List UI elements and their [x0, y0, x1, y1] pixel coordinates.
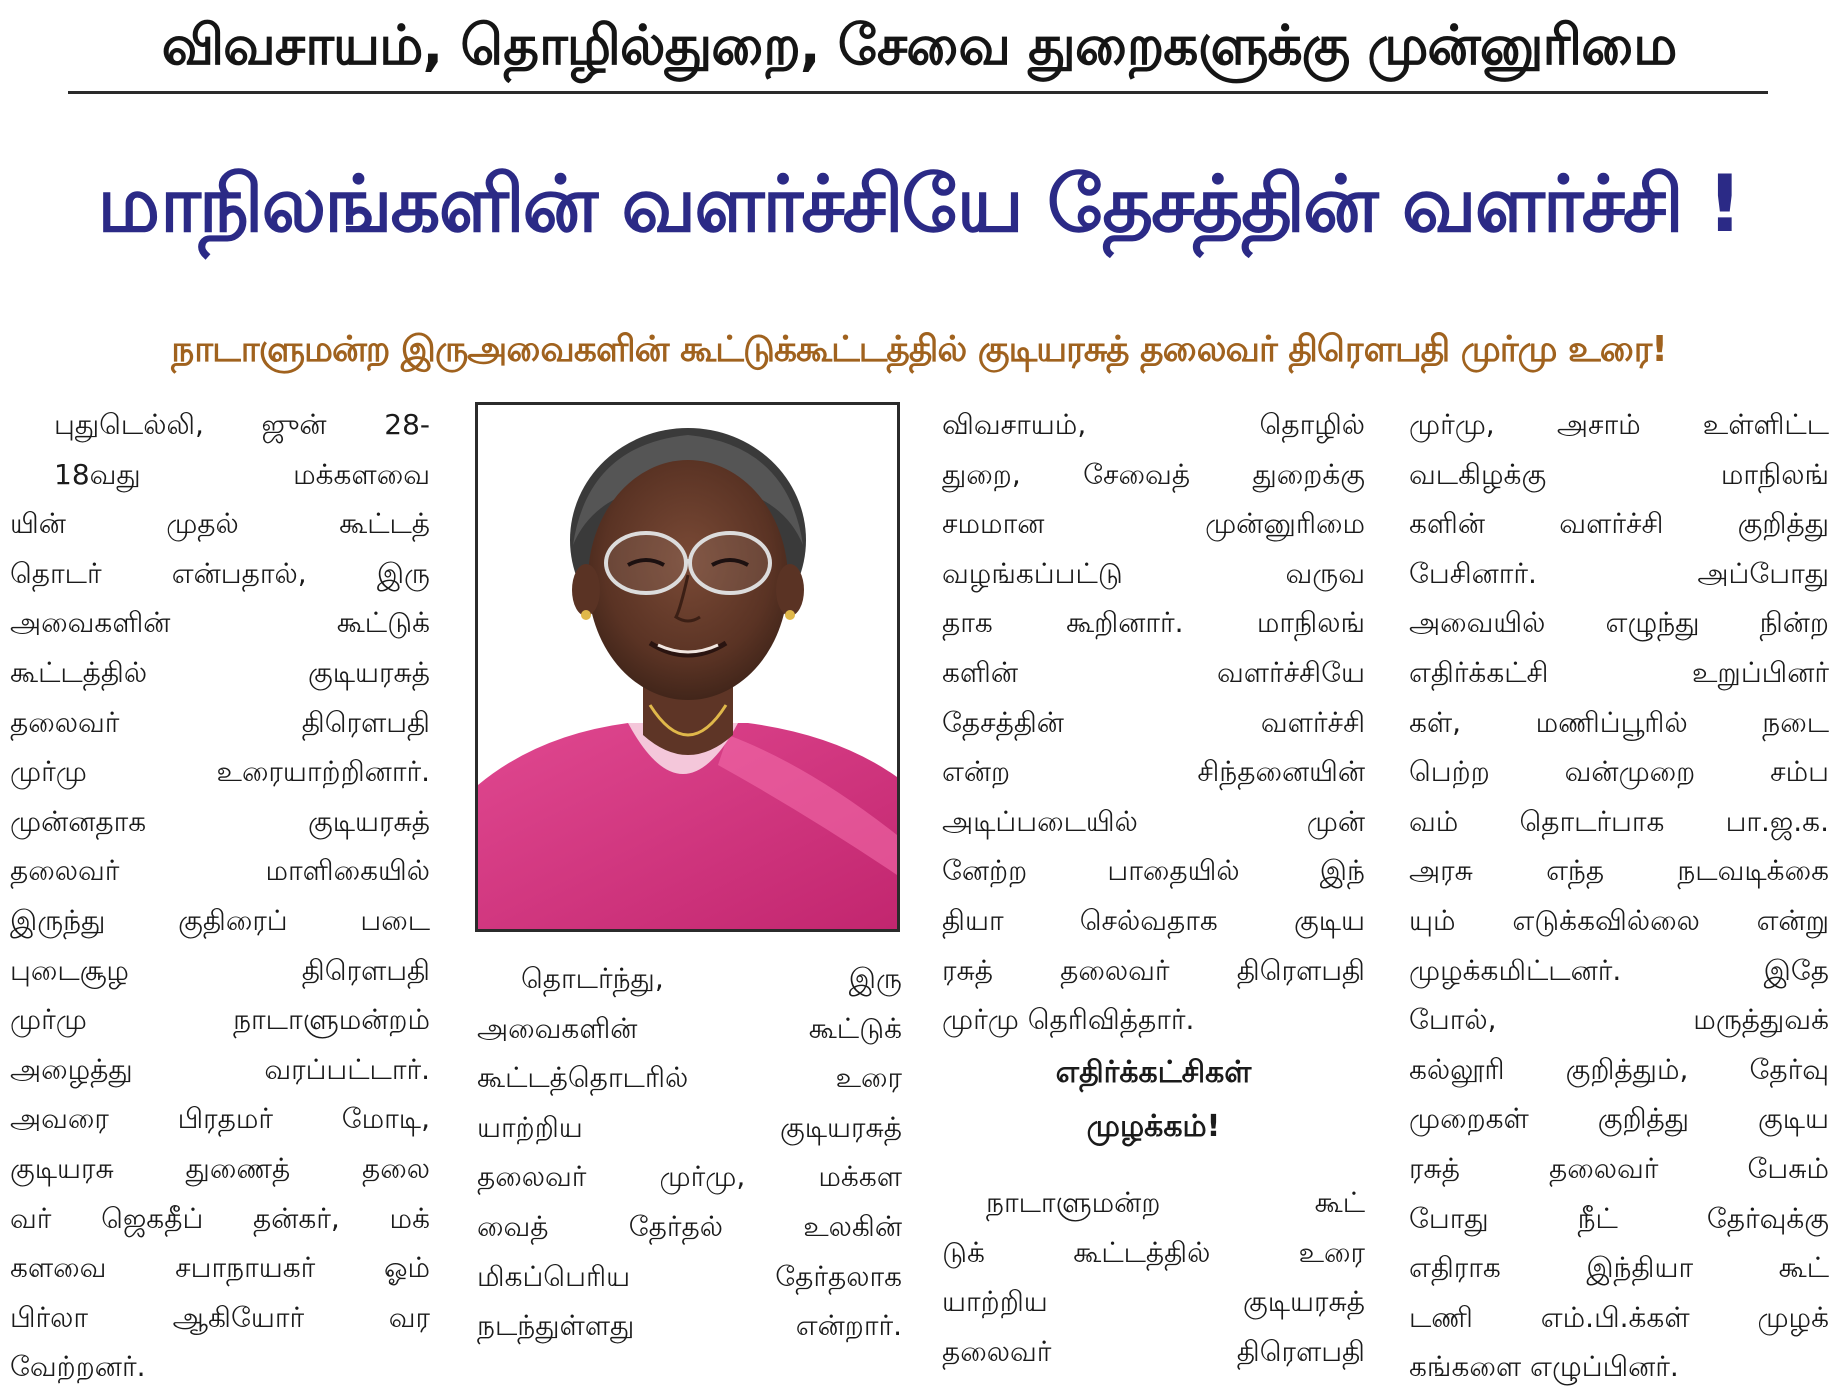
text-line: குடியரசு துணைத் தலை [10, 1151, 430, 1185]
text-line: யும் எடுக்கவில்லை என்று [1409, 903, 1829, 937]
text-line: முறைகள் குறித்து குடிய [1409, 1102, 1829, 1136]
text-line: முன்னதாக குடியரசுத் [10, 804, 430, 838]
portrait-photo [475, 402, 900, 932]
text-line: தேசத்தின் வளர்ச்சி [942, 705, 1365, 739]
text-line: எதிர்க்கட்சி உறுப்பினர் [1409, 655, 1829, 689]
article-column-2 [477, 954, 902, 1351]
text-line: வேற்றனர். [10, 1350, 146, 1384]
text-line: கூட்டத்தில் குடியரசுத் [10, 655, 430, 689]
text-line: விவசாயம், தொழில் [942, 408, 1365, 441]
text-line: தலைவர் மாளிகையில் [10, 854, 430, 888]
subheading-line: எதிர்க்கட்சிகள் [1055, 1055, 1252, 1090]
text-line: அவரை பிரதமர் மோடி, [10, 1102, 430, 1136]
text-line: களின் வளர்ச்சி குறித்து [1409, 507, 1829, 541]
text-line: தாக கூறினார். மாநிலங் [942, 606, 1365, 640]
text-line: வர் ஜெகதீப் தன்கர், மக் [10, 1201, 430, 1235]
text-line: கல்லூரி குறித்தும், தேர்வு [1409, 1052, 1829, 1086]
main-headline: மாநிலங்களின் வளர்ச்சியே தேசத்தின் வளர்ச்சி ! [97, 160, 1741, 250]
text-line: எதிராக இந்தியா கூட் [1409, 1251, 1829, 1285]
text-line: மிகப்பெரிய தேர்தலாக [477, 1259, 902, 1293]
text-line: முர்மு நாடாளுமன்றம் [10, 1003, 430, 1037]
text-line: கள், மணிப்பூரில் நடை [1409, 705, 1829, 739]
text-line: அவைகளின் கூட்டுக் [477, 1011, 902, 1045]
text-line: னேற்ற பாதையில் இந் [942, 854, 1365, 888]
text-line: கங்களை எழுப்பினர். [1409, 1350, 1679, 1384]
text-line: ரசுத் தலைவர் பேசும் [1409, 1151, 1829, 1185]
text-line: புடைசூழ திரௌபதி [10, 953, 430, 987]
kicker-rule [68, 91, 1768, 94]
text-line: சமமான முன்னுரிமை [942, 507, 1365, 541]
text-line: என்ற சிந்தனையின் [942, 755, 1365, 789]
text-line: 18வது மக்களவை [54, 457, 430, 491]
text-line: களின் வளர்ச்சியே [942, 655, 1365, 689]
text-line: அடிப்படையில் முன் [942, 804, 1365, 838]
text-line: யாற்றிய குடியரசுத் [477, 1110, 902, 1144]
sub-headline: நாடாளுமன்ற இருஅவைகளின் கூட்டுக்கூட்டத்தில் குடியரசுத் தலைவர் திரௌபதி முர்மு உரை! [171, 329, 1667, 370]
text-line: டணி எம்.பி.க்கள் முழக் [1409, 1300, 1829, 1334]
text-line: போது நீட் தேர்வுக்கு [1409, 1201, 1829, 1235]
text-line: வழங்கப்பட்டு வருவ [942, 556, 1365, 590]
text-line: துறை, சேவைத் துறைக்கு [942, 457, 1365, 491]
text-line: அரசு எந்த நடவடிக்கை [1409, 854, 1829, 888]
text-line: தொடர்ந்து, இரு [521, 962, 902, 995]
text-line: பிர்லா ஆகியோர் வர [10, 1300, 430, 1334]
text-line: பெற்ற வன்முறை சம்ப [1409, 755, 1829, 789]
text-line: தலைவர் முர்மு, மக்கள [477, 1160, 902, 1194]
text-line: தலைவர் திரௌபதி [942, 1334, 1365, 1368]
text-line: அவைகளின் கூட்டுக் [10, 606, 430, 640]
section-subheading [942, 1046, 1365, 1154]
text-line: வைத் தேர்தல் உலகின் [477, 1209, 902, 1243]
text-line: ரசுத் தலைவர் திரௌபதி [942, 953, 1365, 987]
text-line: முர்மு, அசாம் உள்ளிட்ட [1409, 408, 1829, 441]
text-line: தியா செல்வதாக குடிய [942, 903, 1365, 937]
article-column-3 [942, 400, 1365, 1045]
text-line: நடந்துள்ளது என்றார். [477, 1309, 902, 1343]
text-line: யாற்றிய குடியரசுத் [942, 1285, 1365, 1319]
article-column-1 [10, 400, 430, 1392]
text-line: கூட்டத்தொடரில் உரை [477, 1061, 902, 1095]
text-line: டுக் கூட்டத்தில் உரை [942, 1235, 1365, 1269]
article-column-4 [1409, 400, 1829, 1392]
text-line: தொடர் என்பதால், இரு [10, 556, 430, 590]
text-line: முர்மு தெரிவித்தார். [942, 1003, 1195, 1037]
text-line: களவை சபாநாயகர் ஓம் [10, 1251, 430, 1285]
text-line: இருந்து குதிரைப் படை [10, 903, 430, 937]
text-line: முர்மு உரையாற்றினார். [10, 755, 430, 789]
subheading-line: முழக்கம்! [1086, 1109, 1221, 1144]
text-line: போல், மருத்துவக் [1409, 1003, 1829, 1037]
portrait-icon [478, 405, 897, 929]
text-line: நாடாளுமன்ற கூட் [986, 1186, 1365, 1219]
text-line: வம் தொடர்பாக பா.ஜ.க. [1409, 804, 1829, 838]
text-line: பேசினார். அப்போது [1409, 556, 1829, 590]
text-line: தலைவர் திரௌபதி [10, 705, 430, 739]
text-line: யின் முதல் கூட்டத் [10, 507, 430, 541]
text-line: அவையில் எழுந்து நின்ற [1409, 606, 1829, 640]
text-line: அழைத்து வரப்பட்டார். [10, 1052, 430, 1086]
text-line: முழக்கமிட்டனர். இதே [1409, 953, 1829, 987]
text-line: புதுடெல்லி, ஜுன் 28- [54, 408, 430, 441]
article-column-3-continued [942, 1178, 1365, 1376]
kicker-headline: விவசாயம், தொழில்துறை, சேவை துறைகளுக்கு முன்னுரிமை [161, 13, 1677, 77]
text-line: வடகிழக்கு மாநிலங் [1409, 457, 1829, 491]
